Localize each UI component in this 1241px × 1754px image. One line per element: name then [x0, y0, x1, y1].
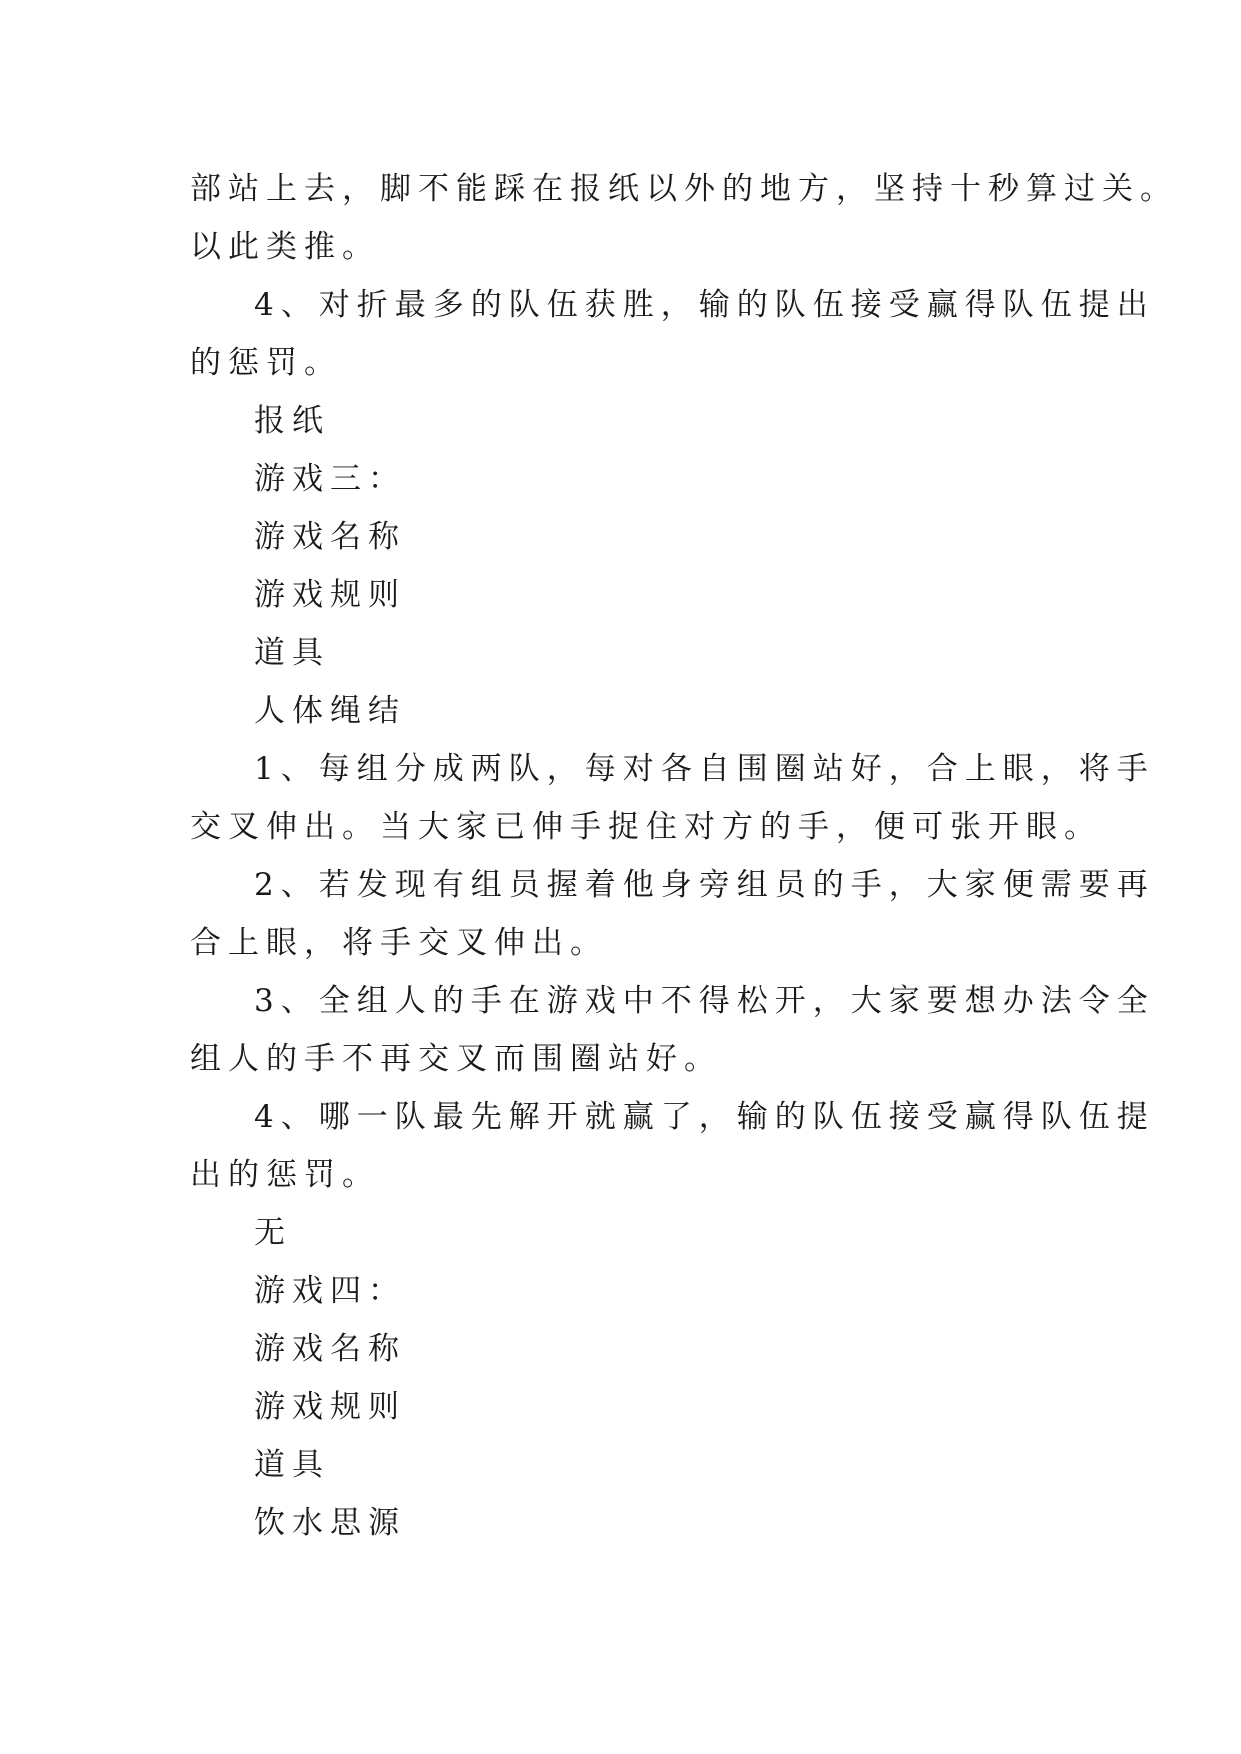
text-line-24: 饮水思源 — [254, 1505, 406, 1541]
text-line-4: 的惩罚。 — [190, 345, 342, 381]
text-line-21: 游戏名称 — [254, 1331, 406, 1367]
text-line-1: 部站上去，脚不能踩在报纸以外的地方，坚持十秒算过关。 — [190, 171, 1178, 207]
text-line-13: 2、若发现有组员握着他身旁组员的手，大家便需要再 — [254, 867, 1155, 903]
text-line-16: 组人的手不再交叉而围圈站好。 — [190, 1041, 722, 1077]
text-line-8: 游戏规则 — [254, 577, 406, 613]
text-line-2: 以此类推。 — [190, 229, 380, 265]
text-line-3: 4、对折最多的队伍获胜，输的队伍接受赢得队伍提出 — [254, 287, 1155, 323]
text-line-15: 3、全组人的手在游戏中不得松开，大家要想办法令全 — [254, 983, 1155, 1019]
text-line-5: 报纸 — [254, 403, 330, 439]
text-line-11: 1、每组分成两队，每对各自围圈站好，合上眼，将手 — [254, 751, 1155, 787]
document-body — [190, 160, 1178, 1552]
text-line-22: 游戏规则 — [254, 1389, 406, 1425]
text-line-12: 交叉伸出。当大家已伸手捉住对方的手，便可张开眼。 — [190, 809, 1102, 845]
text-line-9: 道具 — [254, 635, 330, 671]
text-line-10: 人体绳结 — [254, 693, 406, 729]
text-line-6: 游戏三： — [254, 461, 406, 497]
text-line-18: 出的惩罚。 — [190, 1157, 380, 1193]
text-line-17: 4、哪一队最先解开就赢了，输的队伍接受赢得队伍提 — [254, 1099, 1155, 1135]
text-line-7: 游戏名称 — [254, 519, 406, 555]
text-line-14: 合上眼，将手交叉伸出。 — [190, 925, 608, 961]
text-line-20: 游戏四： — [254, 1273, 406, 1309]
text-line-19: 无 — [254, 1215, 292, 1251]
text-line-23: 道具 — [254, 1447, 330, 1483]
